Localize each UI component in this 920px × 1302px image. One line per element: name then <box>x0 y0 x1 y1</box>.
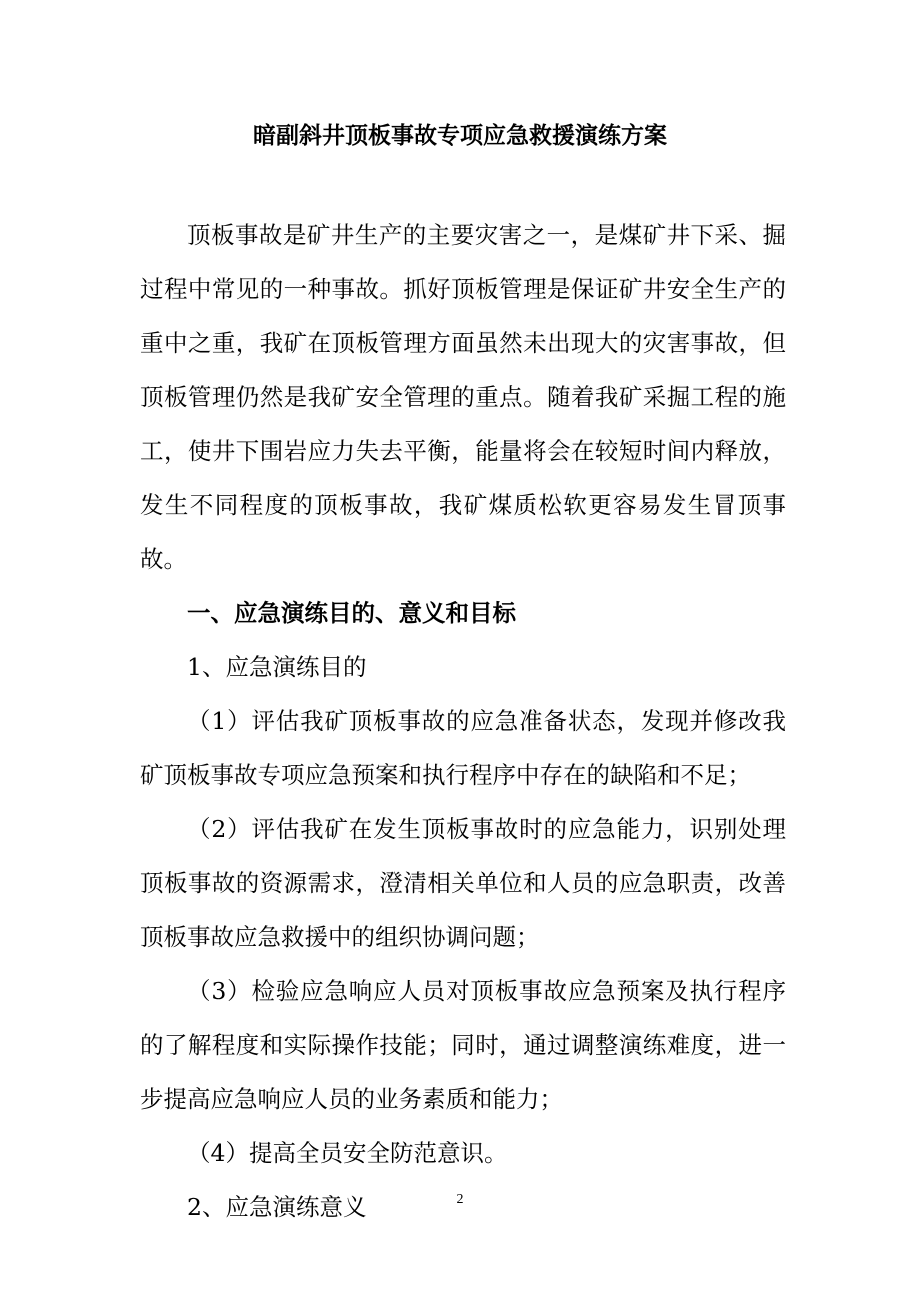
page-number: 2 <box>456 1192 464 1207</box>
list-item-2: （2）评估我矿在发生顶板事故时的应急能力，识别处理顶板事故的资源需求，澄清相关单位和人员的应急职责，改善顶板事故应急救援中的组织协调问题； <box>140 815 786 951</box>
subsection-heading-purpose: 1、应急演练目的 <box>187 653 367 681</box>
list-item-3: （3）检验应急响应人员对顶板事故应急预案及执行程序的了解程度和实际操作技能；同时，通过调整演练难度，进一步提高应急响应人员的业务素质和能力； <box>140 977 786 1113</box>
list-item-1: （1）评估我矿顶板事故的应急准备状态，发现并修改我矿顶板事故专项应急预案和执行程序中存在的缺陷和不足； <box>140 707 786 789</box>
intro-paragraph: 顶板事故是矿井生产的主要灾害之一，是煤矿井下采、掘过程中常见的一种事故。抓好顶板管理是保证矿井安全生产的重中之重，我矿在顶板管理方面虽然未出现大的灾害事故，但顶板管理仍然是我矿安全管理的重点。随着我矿采掘工程的施工，使井下围岩应力失去平衡，能量将会在较短时间内释放，发生不同程度的顶板事故，我矿煤质松软更容易发生冒顶事故。 <box>140 221 786 573</box>
subsection-heading-significance: 2、应急演练意义 <box>187 1193 367 1221</box>
document-title: 暗副斜井顶板事故专项应急救援演练方案 <box>253 122 667 149</box>
list-item-4: （4）提高全员安全防范意识。 <box>187 1139 508 1167</box>
document-body <box>140 208 786 1234</box>
section-heading-purpose: 一、应急演练目的、意义和目标 <box>187 599 516 627</box>
